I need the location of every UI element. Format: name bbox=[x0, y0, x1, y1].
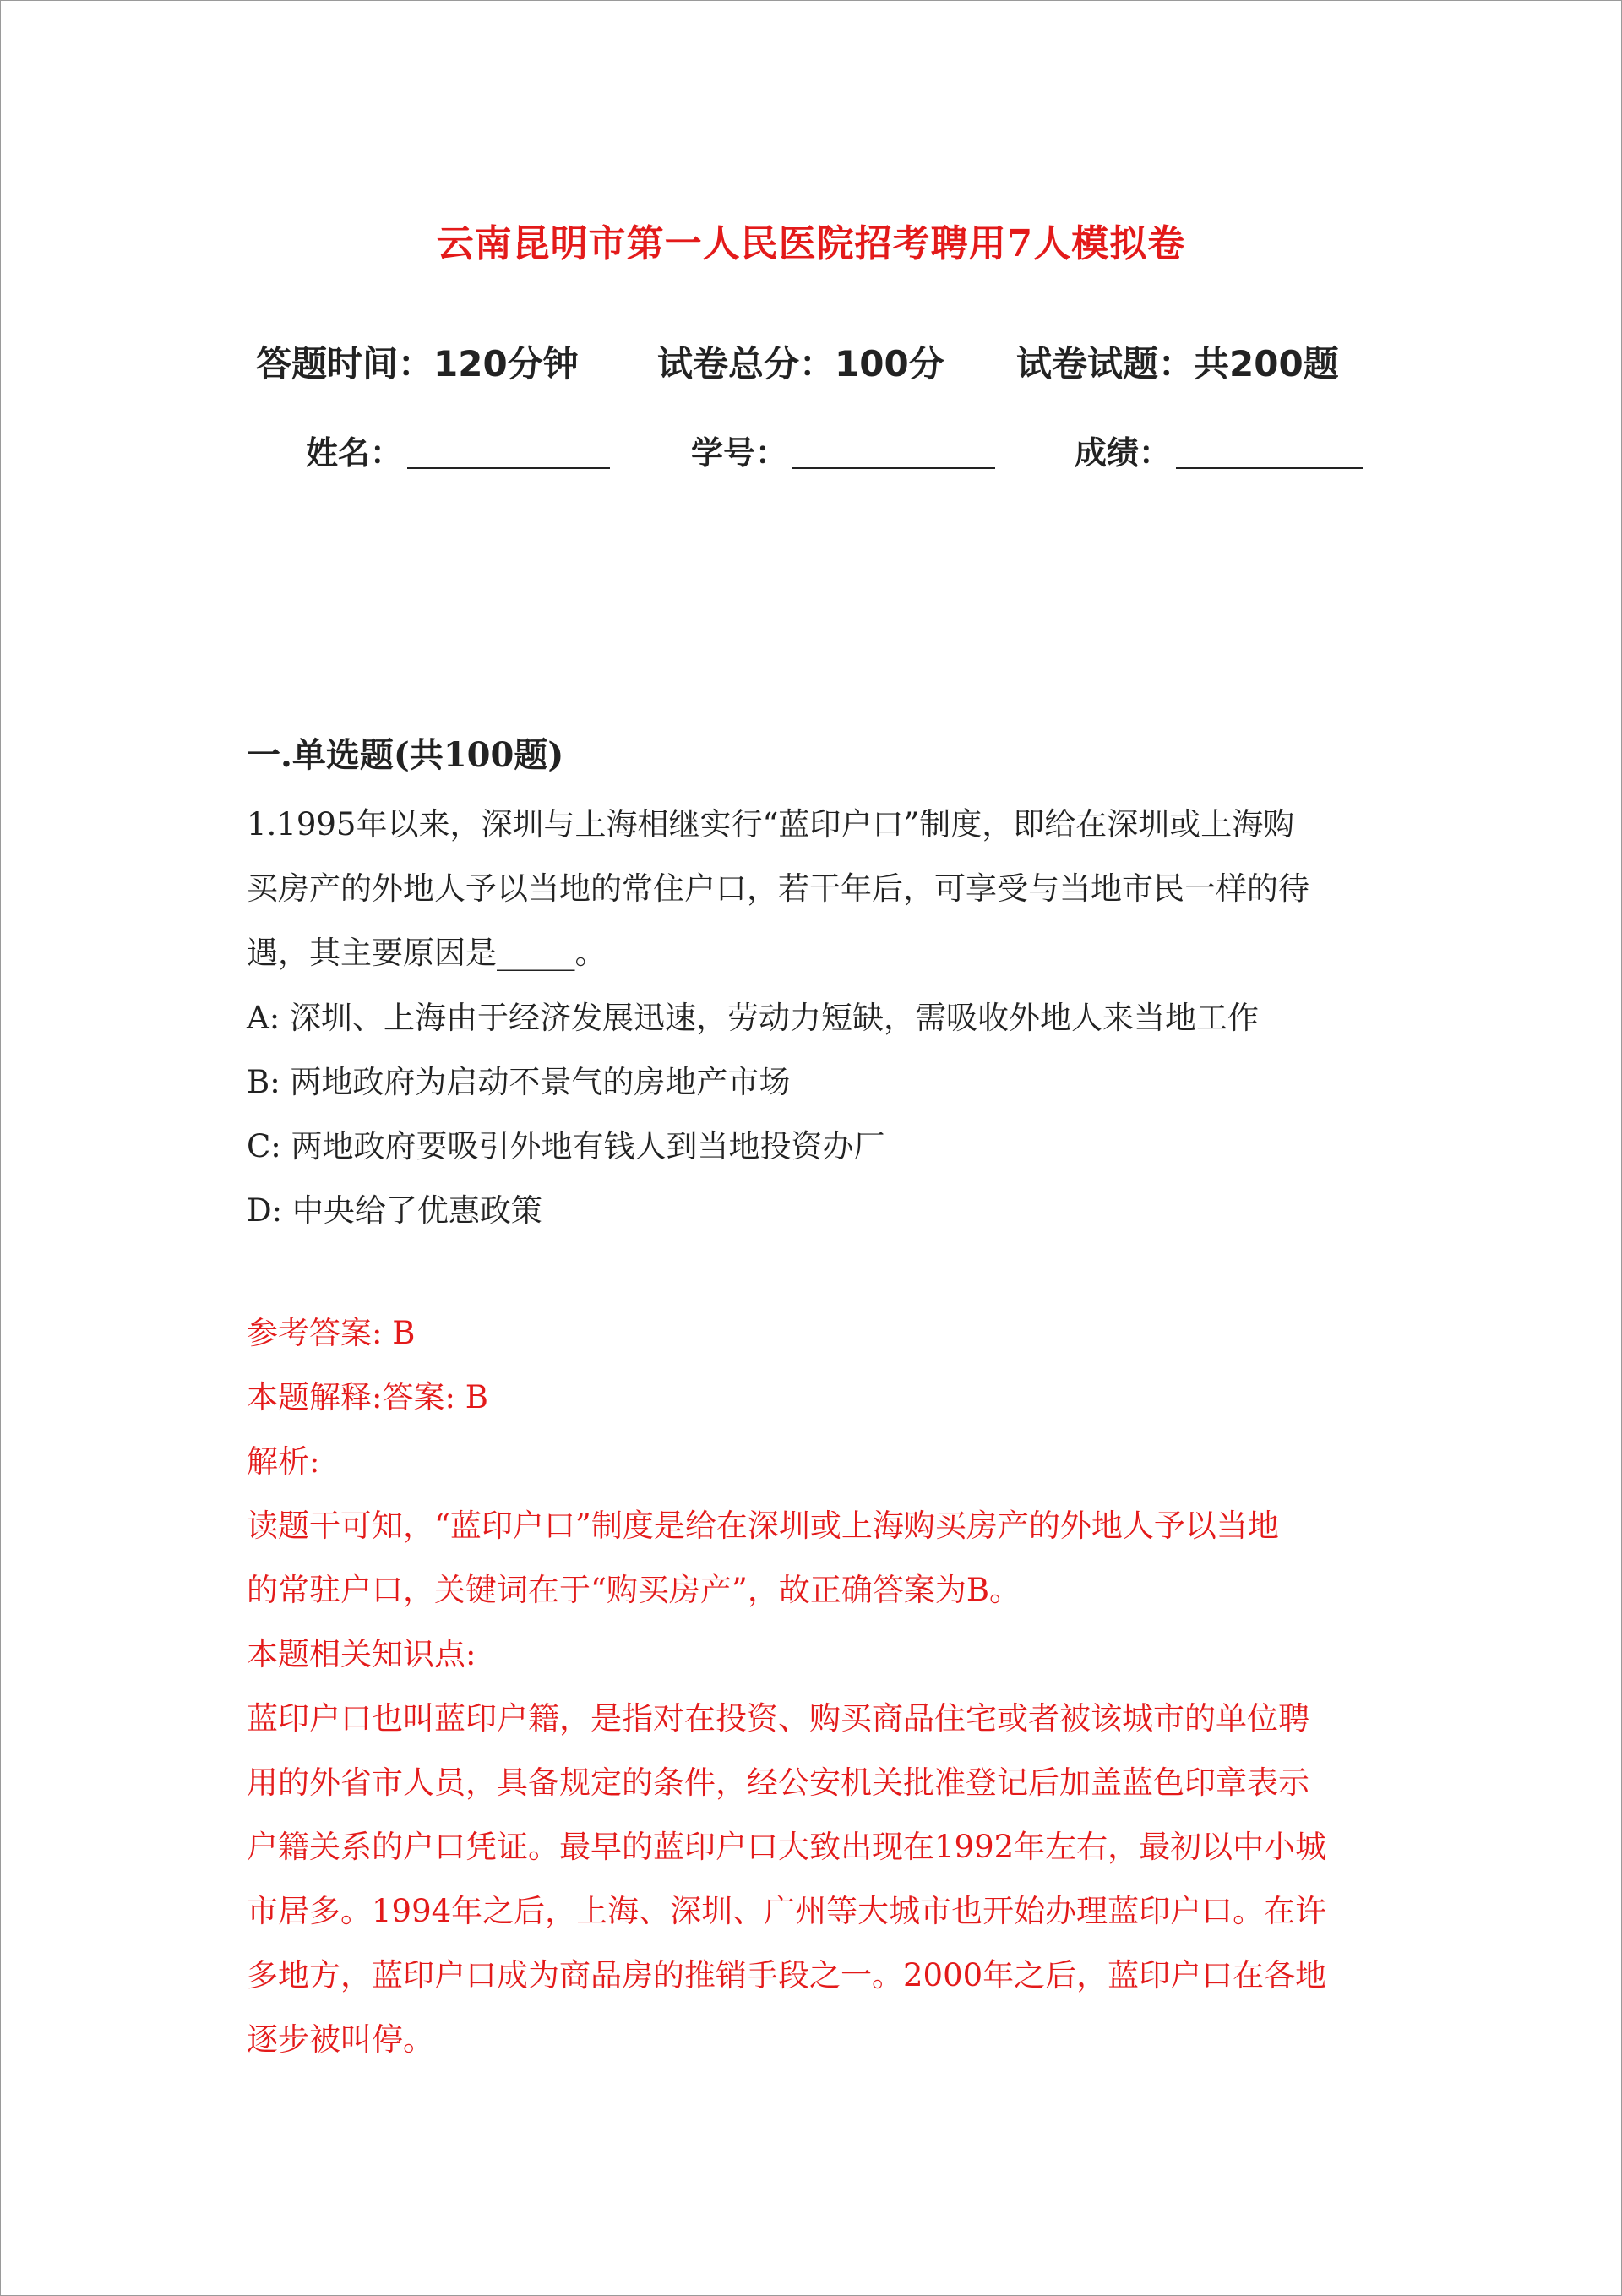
question-line: 买房产的外地人予以当地的常住户口，若干年后，可享受与当地市民一样的待 bbox=[247, 870, 1309, 907]
explanation-heading: 本题解释:答案: B bbox=[247, 1379, 488, 1415]
answer-section bbox=[247, 1301, 1379, 2072]
knowledge-line: 市居多。1994年之后，上海、深圳、广州等大城市也开始办理蓝印户口。在许 bbox=[247, 1893, 1327, 1929]
knowledge-line: 逐步被叫停。 bbox=[247, 2021, 434, 2058]
student-id-field bbox=[691, 427, 995, 473]
knowledge-line: 蓝印户口也叫蓝印户籍，是指对在投资、购买商品住宅或者被该城市的单位聘 bbox=[247, 1700, 1309, 1737]
student-id-label: 学号： bbox=[691, 434, 788, 472]
grade-field bbox=[1075, 427, 1363, 473]
analysis-line: 读题干可知，“蓝印户口”制度是给在深圳或上海购买房产的外地人予以当地 bbox=[247, 1508, 1279, 1544]
question-line: 1.1995年以来，深圳与上海相继实行“蓝印户口”制度，即给在深圳或上海购 bbox=[247, 806, 1295, 843]
name-blank[interactable] bbox=[407, 437, 610, 469]
option-d: D: 中央给了优惠政策 bbox=[247, 1192, 542, 1229]
exam-time: 答题时间：120分钟 bbox=[256, 343, 579, 384]
option-a: A: 深圳、上海由于经济发展迅速，劳动力短缺，需吸收外地人来当地工作 bbox=[247, 1000, 1259, 1036]
knowledge-line: 用的外省市人员，具备规定的条件，经公安机关批准登记后加盖蓝色印章表示 bbox=[247, 1764, 1309, 1801]
grade-blank[interactable] bbox=[1176, 437, 1363, 469]
question-options bbox=[247, 986, 1379, 1243]
reference-answer: 参考答案: B bbox=[247, 1315, 416, 1351]
question-line: 遇，其主要原因是_____。 bbox=[247, 935, 607, 971]
option-c: C: 两地政府要吸引外地有钱人到当地投资办厂 bbox=[247, 1128, 885, 1164]
grade-label: 成绩： bbox=[1075, 434, 1172, 472]
name-field bbox=[306, 427, 610, 473]
option-b: B: 两地政府为启动不景气的房地产市场 bbox=[247, 1064, 791, 1100]
analysis-label: 解析: bbox=[247, 1443, 320, 1480]
exam-total-score: 试卷总分：100分 bbox=[657, 343, 944, 384]
knowledge-line: 多地方，蓝印户口成为商品房的推销手段之一。2000年之后，蓝印户口在各地 bbox=[247, 1957, 1327, 1993]
knowledge-label: 本题相关知识点: bbox=[247, 1636, 476, 1672]
analysis-line: 的常驻户口，关键词在于“购买房产”，故正确答案为B。 bbox=[247, 1572, 1021, 1608]
exam-title: 云南昆明市第一人民医院招考聘用7人模拟卷 bbox=[436, 222, 1186, 265]
exam-question-count: 试卷试题：共200题 bbox=[1016, 343, 1339, 384]
student-id-blank[interactable] bbox=[792, 437, 995, 469]
section-title: 一.单选题(共100题) bbox=[247, 735, 564, 775]
question-stem bbox=[247, 793, 1379, 985]
knowledge-line: 户籍关系的户口凭证。最早的蓝印户口大致出现在1992年左右，最初以中小城 bbox=[247, 1829, 1327, 1865]
name-label: 姓名： bbox=[306, 434, 403, 472]
